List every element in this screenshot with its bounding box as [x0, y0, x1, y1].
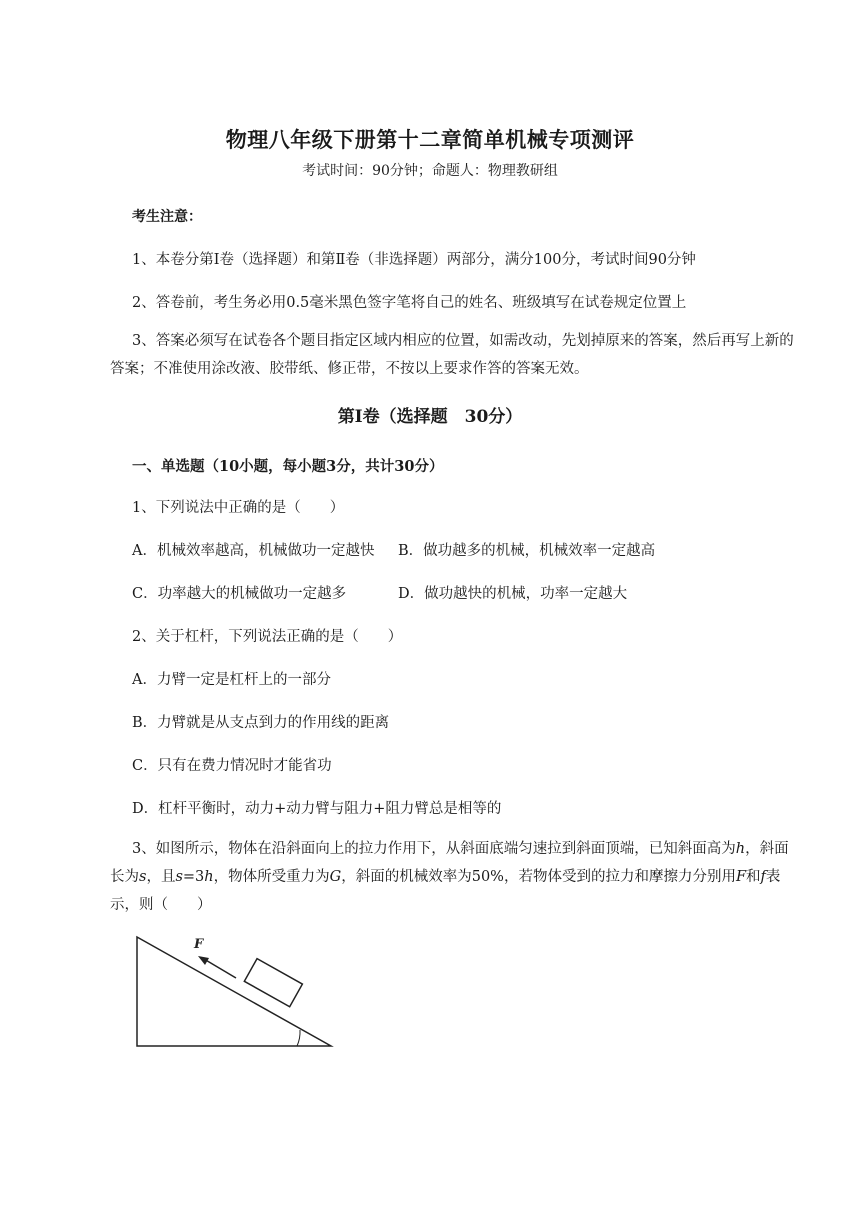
notice-heading: 考生注意：	[132, 209, 202, 225]
q2-option-a: A．力臂一定是杠杆上的一部分	[132, 672, 331, 688]
section-title: 第Ⅰ卷（选择题 30分）	[337, 407, 523, 427]
notice-item-3: 3、答案必须写在试卷各个题目指定区域内相应的位置，如需改动，先划掉原来的答案，然后再写上新的答案；不准使用涂改液、胶带纸、修正带，不按以上要求作答的答案无效。	[110, 333, 794, 377]
q2-option-d: D．杠杆平衡时，动力+动力臂与阻力+阻力臂总是相等的	[132, 801, 502, 817]
notice-item-1: 1、本卷分第Ⅰ卷（选择题）和第Ⅱ卷（非选择题）两部分，满分100分，考试时间90分钟	[132, 252, 696, 268]
q1-stem: 1、下列说法中正确的是（ ）	[132, 500, 345, 516]
q1-option-a: A．机械效率越高，机械做功一定越快	[132, 543, 375, 559]
exam-title: 物理八年级下册第十二章简单机械专项测评	[225, 127, 635, 152]
incline-triangle	[137, 937, 331, 1046]
part-heading: 一、单选题（10小题，每小题3分，共计30分）	[132, 458, 444, 475]
notice-item-2: 2、答卷前，考生务必用0.5毫米黑色签字笔将自己的姓名、班级填写在试卷规定位置上	[132, 295, 687, 311]
q1-option-b: B．做功越多的机械，机械效率一定越高	[398, 543, 656, 559]
exam-subtitle: 考试时间：90分钟；命题人：物理教研组	[302, 163, 558, 179]
q3-stem: 3、如图所示，物体在沿斜面向上的拉力作用下，从斜面底端匀速拉到斜面顶端，已知斜面高为h，斜面长为s，且s=3h，物体所受重力为G，斜面的机械效率为50%，若物体受到的拉力和摩擦力分别用F和f表示，则（ ）	[110, 841, 789, 913]
incline-angle-arc	[297, 1030, 300, 1046]
q1-option-d: D．做功越快的机械，功率一定越大	[398, 586, 628, 602]
incline-figure	[128, 928, 338, 1052]
block	[244, 959, 302, 1007]
q2-option-c: C．只有在费力情况时才能省功	[132, 758, 332, 774]
q2-option-b: B．力臂就是从支点到力的作用线的距离	[132, 715, 390, 731]
force-label: F	[194, 937, 204, 952]
force-arrowhead	[198, 956, 209, 965]
force-arrow-line	[204, 959, 236, 978]
q2-stem: 2、关于杠杆，下列说法正确的是（ ）	[132, 629, 403, 645]
q1-option-c: C．功率越大的机械做功一定越多	[132, 586, 347, 602]
